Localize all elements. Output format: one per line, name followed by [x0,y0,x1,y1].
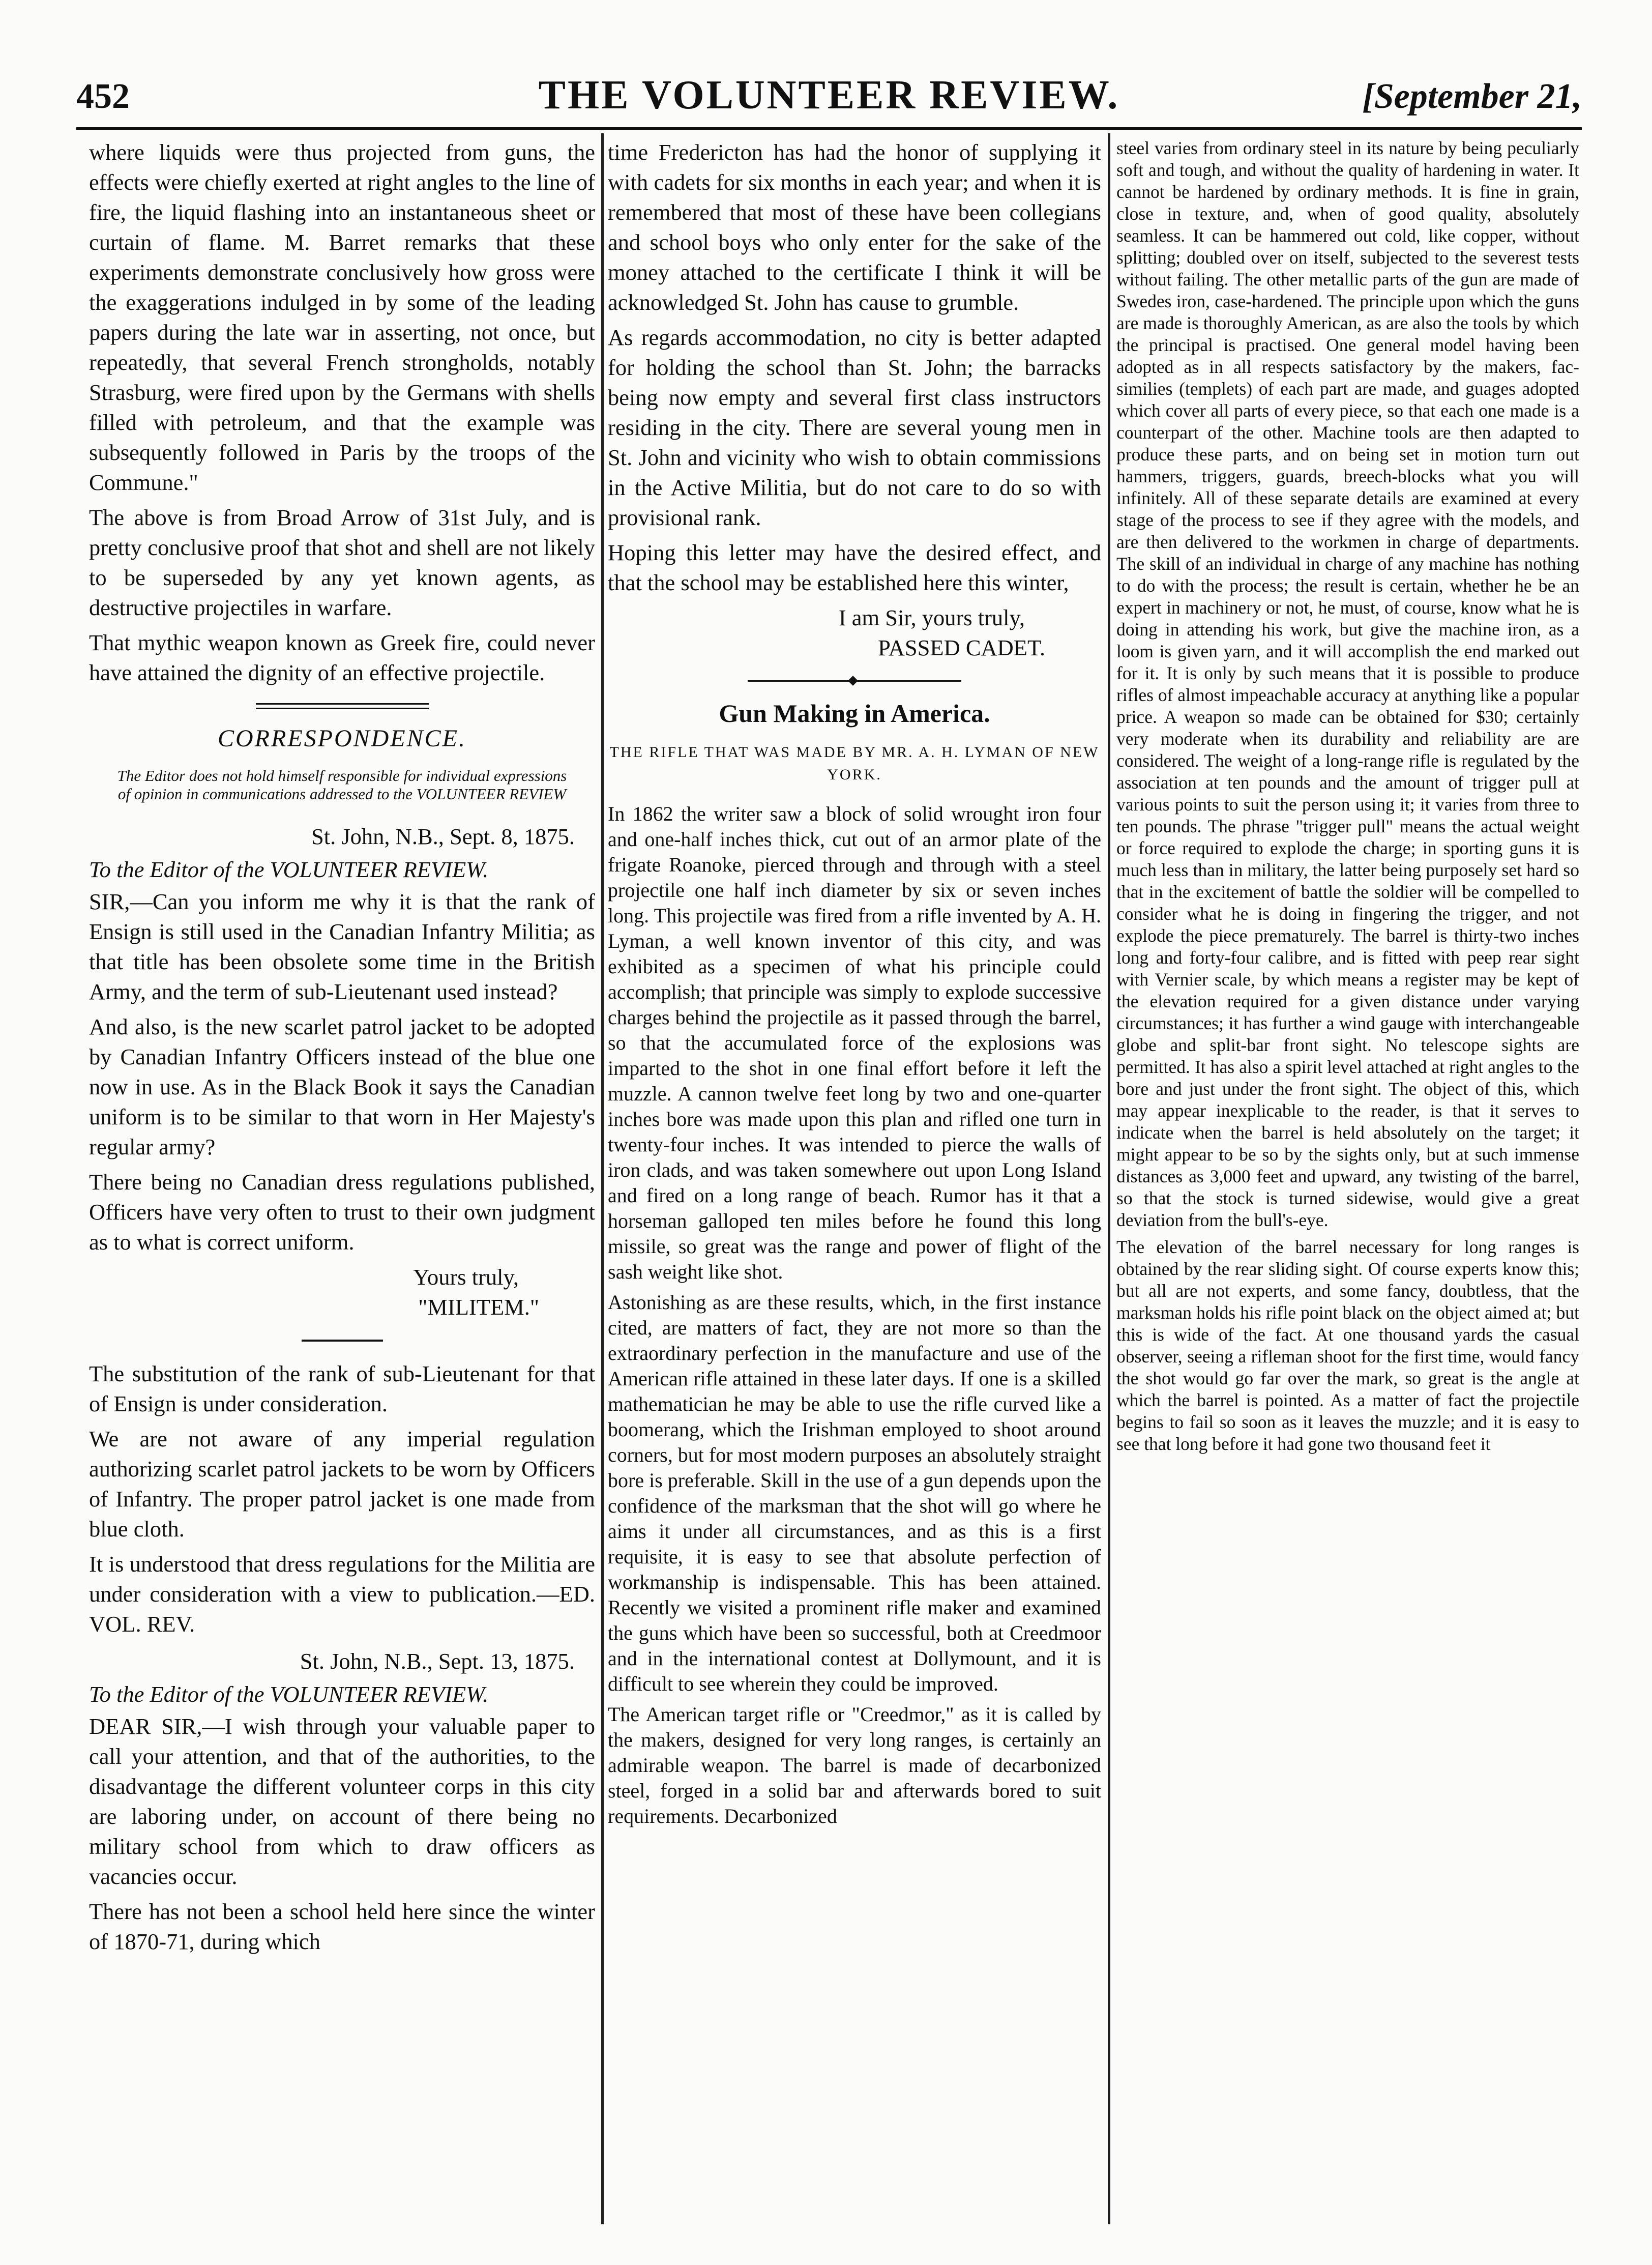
editor-reply: We are not aware of any imperial regulation authorizing scarlet patrol jackets to be worn by Officers of Infantry. The proper patrol jacket is one made from blue cloth. [89,1426,595,1542]
letter-dateline: St. John, N.B., Sept. 13, 1875. [300,1648,575,1674]
letter-closing: Yours truly, [413,1264,519,1290]
letter-paragraph: And also, is the new scarlet patrol jacket to be adopted by Canadian Infantry Officers instead of the blue one now in use. As in the Black Book it says the Canadian uniform is to be similar to that worn in Her Majesty's regular army? [89,1014,595,1159]
article-paragraph: Astonishing as are these results, which, in the first instance cited, are matters of fact, they are not more so than the extraordinary perfection in the manufacture and use of the American rifle attained in these later days. If one is a skilled mathematician he may be able to use the rifle curved like a boomerang, which the Irishman employed to shoot around corners, but for most modern purposes an absolutely straight bore is preferable. Skill in the use of a gun depends upon the confidence of the marksman that the shot will go where he aims it under all circumstances, and as this is a first requisite, it is easy to see that absolute perfection of workmanship is indispensable. This has been attained. Recently we visited a prominent rifle maker and examined the guns which have been so successful, both at Creedmoor and in the international contest at Dollymount, and it is difficult to see wherein they could be improved. [608,1291,1101,1695]
letter-signature: "MILITEM." [418,1294,539,1320]
column-divider [601,133,604,2224]
article-subtitle: THE RIFLE THAT WAS MADE BY MR. A. H. LYMAN OF NEW YORK. [609,744,1100,783]
editor-reply: It is understood that dress regulations for the Militia are under consideration with a view to publication.—ED. VOL. REV. [89,1551,595,1637]
header-rule [76,127,1582,130]
letter-salutation: To the Editor of the VOLUNTEER REVIEW. [89,1681,489,1707]
letter-paragraph: time Fredericton has had the honor of supplying it with cadets for six months in each year; and when it is remembered that most of these have been collegians and school boys who only enter for the sake of the money attached to the certificate I think it will be acknowledged St. John has cause to grumble. [608,139,1101,315]
letter-paragraph: SIR,—Can you inform me why it is that the rank of Ensign is still used in the Canadian Infantry Militia; as that title has been obsolete some time in the British Army, and the term of sub-Lieutenant used instead? [89,889,595,1004]
letter-salutation: To the Editor of the VOLUNTEER REVIEW. [89,857,489,882]
article-paragraph: In 1862 the writer saw a block of solid wrought iron four and one-half inches thick, cut out of an armor plate of the frigate Roanoke, pierced through and through with a steel projectile one half inch diameter by six or seven inches long. This projectile was fired from a rifle invented by A. H. Lyman, a well known inventor of this city, and was exhibited as a specimen of what his principle could accomplish; that principle was simply to explode successive charges behind the projectile as it passed through the barrel, so that the accumulated force of the explosions was imparted to the shot in one final effort before it left the muzzle. A cannon twelve feet long by two and one-quarter inches bore was made upon this plan and rifled one turn in twenty-four inches. It was intended to pierce the walls of iron clads, and was taken somewhere out upon Long Island and fired on a long range of beach. Rumor has it that a horseman galloped ten miles before he found this long missile, so great was the range and power of flight of the sash weight like shot. [608,802,1101,1283]
letter-paragraph: As regards accommodation, no city is better adapted for holding the school than St. John; the barracks being now empty and several first class instructors residing in the city. There are several young men in St. John and vicinity who wish to obtain commissions in the Active Militia, but do not care to do so with provisional rank. [608,325,1101,530]
column-divider [1108,133,1110,2224]
letter-paragraph: Hoping this letter may have the desired effect, and that the school may be established here this winter, [608,540,1101,595]
masthead-title: THE VOLUNTEER REVIEW. [538,73,1120,118]
diamond-icon [848,676,858,686]
letter-paragraph: There has not been a school held here since the winter of 1870-71, during which [89,1899,595,1954]
ornament-rule [748,677,961,684]
editor-reply: The substitution of the rank of sub-Lieutenant for that of Ensign is under consideration. [89,1361,595,1416]
page-header [76,61,1582,127]
article-title: Gun Making in America. [719,699,990,728]
letter-paragraph: DEAR SIR,—I wish through your valuable paper to call your attention, and that of the authorities, to the disadvantage the different volunteer corps in this city are laboring under, on account of there being no military school from which to draw officers as vacancies occur. [89,1714,595,1889]
letter-signature: PASSED CADET. [878,635,1045,660]
short-rule [302,1340,383,1342]
letter-dateline: St. John, N.B., Sept. 8, 1875. [311,824,575,849]
article-paragraph: The elevation of the barrel necessary for long ranges is obtained by the rear sliding sight. Of course experts know this; but all are not experts, and some fancy, doubtless, that the marksman holds his rifle point black on the object aimed at; but this is wide of the fact. At one thousand yards the casual observer, seeing a rifleman shoot for the first time, would fancy the shot would go far over the mark, so great is the angle at which the barrel is pointed. As a matter of fact the projectile begins to fail so soon as it leaves the muzzle; and it is easy to see that long before it had gone two thousand feet it [1116,1237,1579,1454]
column-1 [89,137,595,2213]
article-paragraph: The American target rifle or "Creedmor," as it is called by the makers, designed for very long ranges, is certainly an admirable weapon. The barrel is made of decarbonized steel, forged in a solid bar and afterwards bored to suit requirements. Decarbonized [608,1703,1101,1827]
issue-date: [September 21, [1362,77,1582,116]
editor-disclaimer: The Editor does not hold himself responsible for individual expressions of opinion in communications addressed to the VOLUNTEER REVIEW [117,767,567,803]
article-paragraph: steel varies from ordinary steel in its nature by being peculiarly soft and tough, and without the quality of hardening in water. It cannot be hardened by ordinary methods. It is fine in grain, close in texture, and, when of good quality, absolutely seamless. It can be hammered out cold, like copper, without splitting; doubled over on itself, subjected to the severest tests without failing. The other metallic parts of the gun are made of Swedes iron, case-hardened. The principle upon which the guns are made is thoroughly American, as are also the tools by which the principal is practised. One general model having been adopted as in all respects satisfactory by the makers, fac-similies (templets) of each part are made, and guages adopted which cover all parts of every piece, so that each one made is a counterpart of the other. Machine tools are then adapted to produce these parts, and on being set in motion turn out hammers, triggers, guards, breech-blocks what you will infinitely. All of these separate details are examined at every stage of the process to see if they agree with the models, and are then delivered to the workmen in charge of departments. The skill of an individual in charge of any machine has nothing to do with the process; the result is certain, whether he be an expert in machinery or not, he must, of course, know what he is doing in attending his work, but give the machine iron, as a loom is given yarn, and it will accomplish the end marked out for it. It is only by such means that it is possible to produce rifles of almost impeachable accuracy at anything like a popular price. A weapon so made can be obtained for $30; certainly very moderate when its durability and reliability are are considered. The weight of a long-range rifle is regulated by the association at ten pounds and the amount of trigger pull at various points to suit the person using it; it varies from three to ten pounds. The phrase "trigger pull" means the actual weight or force required to explode the charge; in sporting guns it is much less than in military, the latter being purposely set hard so that in the excitement of battle the soldier will be compelled to consider what he is doing in fingering the trigger, and not explode the piece prematurely. The barrel is thirty-two inches long and forty-four calibre, and is fitted with peep rear sight with Vernier scale, by which means a register may be kept of the elevation required for a given distance under varying circumstances; it has further a wind gauge with interchangeable globe and split-bar front sight. No telescope sights are permitted. It has also a spirit level attached at right angles to the bore and just under the front sight. The object of this, which may appear inexplicable to the reader, is that it serves to indicate when the barrel is held absolutely on the target; it might appear to be so by the sights only, but at such immense distances as 3,000 feet and upward, any twisting of the barrel, so that the stock is turned sidewise, would give a great deviation from the bull's-eye. [1116,138,1579,1230]
page-number: 452 [76,77,130,116]
letter-paragraph: There being no Canadian dress regulations published, Officers have very often to trust to their own judgment as to what is correct uniform. [89,1169,595,1255]
section-heading: CORRESPONDENCE. [218,725,466,752]
article-paragraph: The above is from Broad Arrow of 31st July, and is pretty conclusive proof that shot and shell are not likely to be superseded by any yet known agents, as destructive projectiles in warfare. [89,505,595,620]
column-3 [1116,137,1579,2213]
article-paragraph: where liquids were thus projected from guns, the effects were chiefly exerted at right angles to the line of fire, the liquid flashing into an instantaneous sheet or curtain of flame. M. Barret remarks that these experiments demonstrate conclusively how gross were the exaggerations indulged in by some of the leading papers during the late war in asserting, not once, but repeatedly, that several French strongholds, notably Strasburg, were fired upon by the Germans with shells filled with petroleum, and that the example was subsequently followed in Paris by the troops of the Commune." [89,139,595,495]
column-2 [608,137,1101,2213]
letter-closing: I am Sir, yours truly, [838,605,1025,630]
article-paragraph: That mythic weapon known as Greek fire, could never have attained the dignity of an effective projectile. [89,630,595,685]
section-divider [256,703,429,709]
